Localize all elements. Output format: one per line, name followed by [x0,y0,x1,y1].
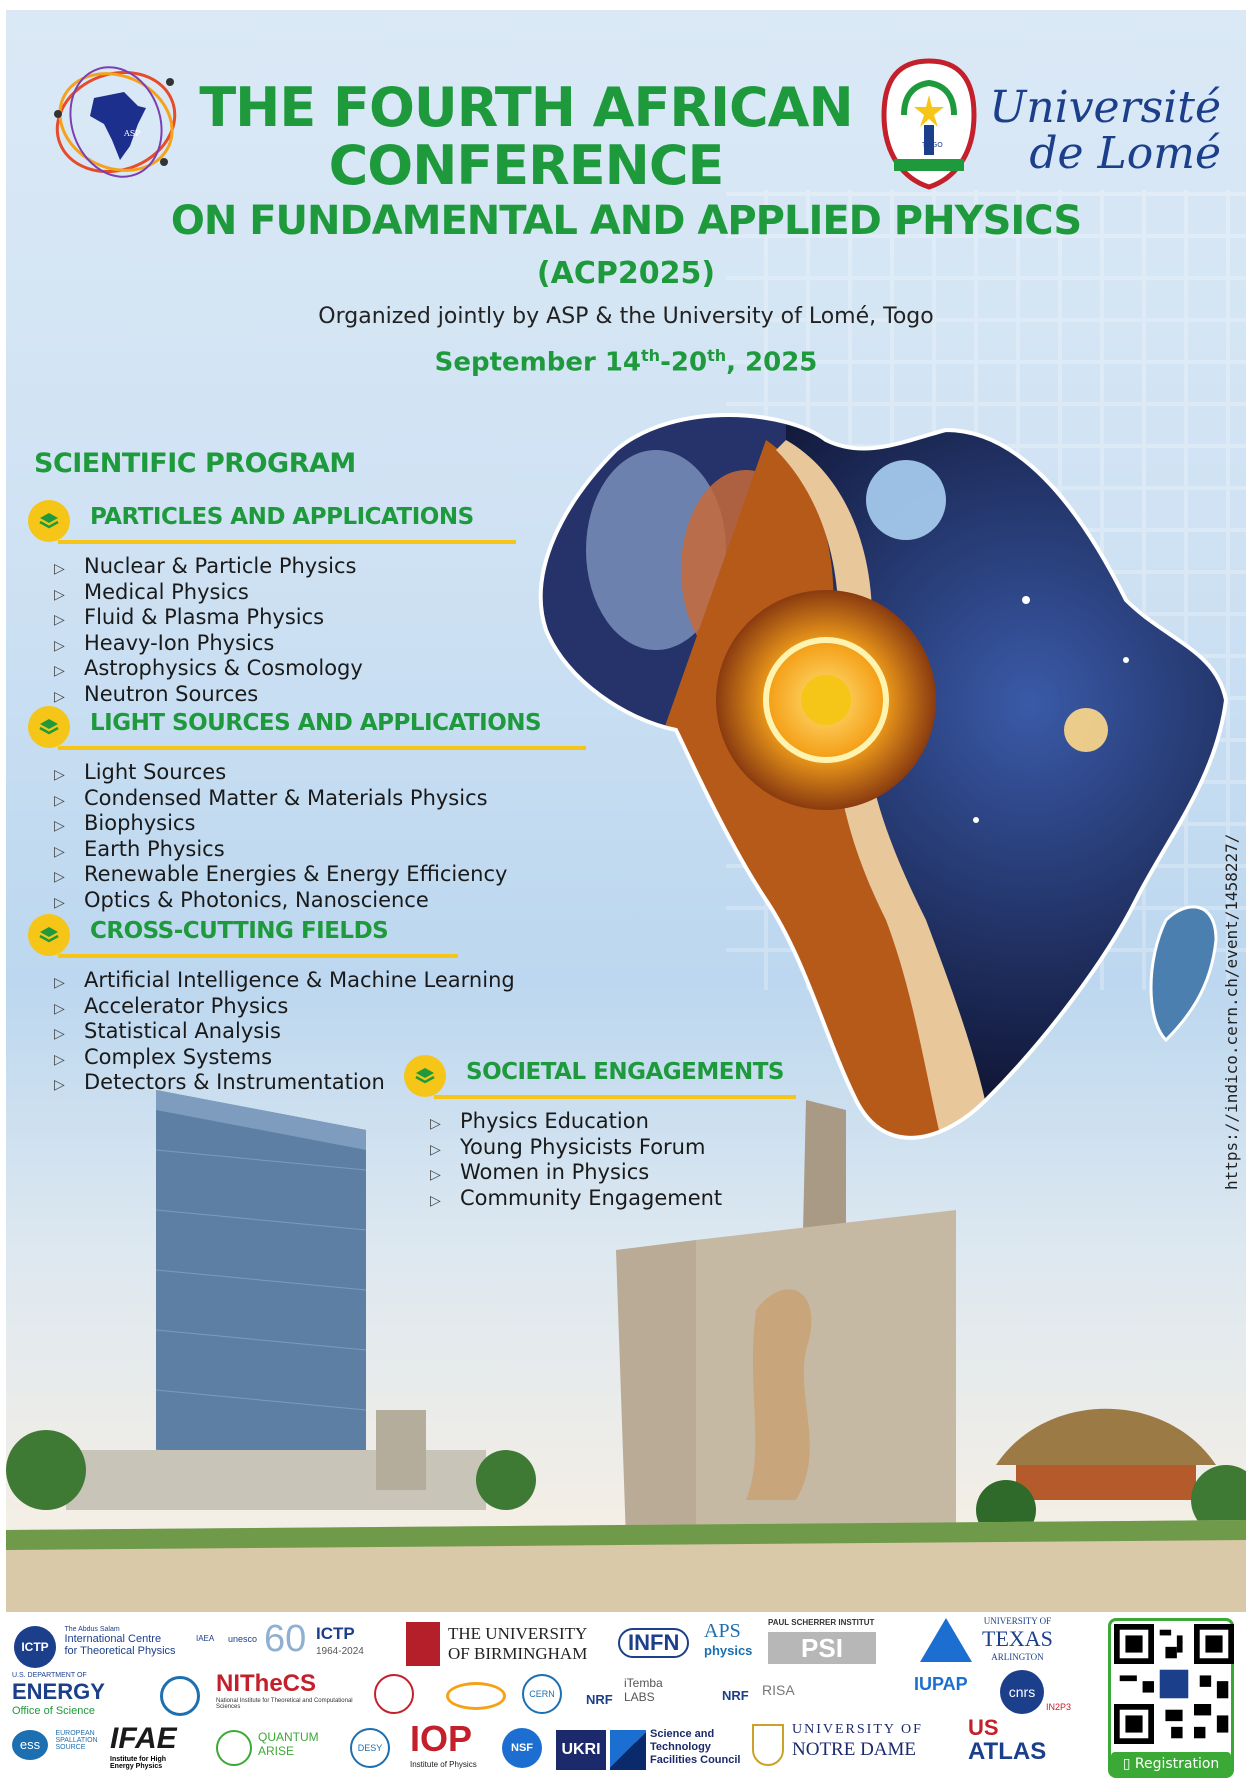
risa-logo: RISA [762,1682,795,1698]
organizers-line: Organized jointly by ASP & the University of Lomé, Togo [318,304,934,329]
itemba-logo: iTemba LABS [624,1676,663,1704]
list-item: ▷ Condensed Matter & Materials Physics [28,786,507,812]
list-item: ▷ Nuclear & Particle Physics [28,554,363,580]
section-societal [404,1055,784,1211]
triangle-bullet-icon: ▷ [430,1167,441,1183]
texas-logo: UNIVERSITY OF TEXAS ARLINGTON [982,1616,1053,1662]
birmingham-logo: THE UNIVERSITY OF BIRMINGHAM [448,1624,588,1663]
iupap-logo: IUPAP [914,1674,968,1694]
conference-acronym: (ACP2025) [536,256,716,291]
section-label: PARTICLES AND APPLICATIONS [90,504,474,530]
quantum-arise-icon [216,1730,252,1766]
desy-logo: DESY [350,1728,390,1768]
triangle-bullet-icon: ▷ [54,586,65,603]
registration-button[interactable]: ▯ Registration [1111,1752,1231,1776]
title-line-1: THE FOURTH AFRICAN [199,76,853,139]
event-url[interactable]: https://indico.cern.ch/event/1458227/ [1222,833,1241,1190]
triangle-bullet-icon: ▷ [54,637,65,654]
list-item: ▷ Statistical Analysis [28,1019,515,1045]
triangle-bullet-icon: ▷ [54,1077,65,1093]
list-item: ▷ Optics & Photonics, Nanoscience [28,888,507,914]
triangle-bullet-icon: ▷ [54,869,65,885]
triangle-bullet-icon: ▷ [54,818,65,834]
ess-logo: ess EUROPEAN SPALLATION SOURCE [12,1730,107,1760]
atom-logo-icon [446,1682,506,1710]
layers-icon [28,706,70,748]
ictp60-label: ICTP [316,1624,355,1643]
ictp60-years: 1964-2024 [316,1646,364,1657]
triangle-bullet-icon: ▷ [54,792,65,809]
list-item: ▷ Light Sources [28,760,507,786]
circular-seal-icon [160,1676,200,1716]
quantum-arise-logo: QUANTUM ARISE [258,1730,319,1758]
cnrs-logo: cnrs [1000,1670,1044,1714]
ifae-logo: IFAE Institute for High Energy Physics [110,1722,177,1770]
nrf-logo: NRF [586,1692,613,1707]
aps-logo: APS physics [704,1620,753,1658]
iop-logo: IOP Institute of Physics [410,1718,477,1769]
list-item: ▷ Renewable Energies & Energy Efficiency [28,862,507,888]
ukri-logo: UKRI [556,1730,606,1770]
triangle-bullet-icon: ▷ [54,663,65,679]
triangle-bullet-icon: ▷ [430,1116,441,1132]
list-item: ▷ Young Physicists Forum [404,1135,722,1161]
stfc-icon [610,1730,646,1770]
title-line-2: CONFERENCE [328,134,724,197]
triangle-bullet-icon: ▷ [54,1051,65,1068]
triangle-bullet-icon: ▷ [54,688,65,705]
triangle-bullet-icon: ▷ [54,767,65,783]
list-item: ▷ Artificial Intelligence & Machine Learning [28,968,515,994]
triangle-bullet-icon: ▷ [54,561,65,577]
list-item: ▷ Biophysics [28,811,507,837]
ictp-logo: ICTP The Abdus Salam International Centre for Theoretical Physics [14,1626,176,1668]
list-item: ▷ Detectors & Instrumentation [28,1070,515,1096]
university-name [981,82,1221,179]
section-label: CROSS-CUTTING FIELDS [90,918,389,944]
triangle-bullet-icon: ▷ [54,975,65,991]
asp-logo-text: ASP [124,129,141,138]
saip-logo-icon [374,1674,414,1714]
layers-icon [28,914,70,956]
nsf-logo: NSF [502,1728,542,1768]
triangle-bullet-icon: ▷ [54,894,65,911]
list-item: ▷ Women in Physics [404,1160,722,1186]
triangle-bullet-icon: ▷ [430,1141,441,1158]
triangle-bullet-icon: ▷ [54,1026,65,1042]
nrf-logo-2: NRF [722,1688,749,1703]
mobile-phone-icon: ▯ [1122,1756,1135,1772]
birmingham-crest-icon [406,1622,440,1666]
stfc-logo: Science and Technology Facilities Council [650,1728,741,1766]
list-item: ▷ Complex Systems [28,1045,515,1071]
cern-logo: CERN [522,1674,562,1714]
conference-dates: September 14th-20th, 2025 [434,346,818,378]
layers-icon [28,500,70,542]
ictp60-logo: 60 [264,1618,307,1660]
psi-logo: PSI [768,1632,876,1664]
university-seal [874,55,984,195]
us-atlas-logo: US ATLAS [968,1715,1047,1765]
university-line-1: Université [989,82,1221,133]
list-item: ▷ Medical Physics [28,580,363,606]
list-item: ▷ Astrophysics & Cosmology [28,656,363,682]
university-line-2: de Lomé [1029,128,1221,179]
scientific-program-title: SCIENTIFIC PROGRAM [34,448,356,479]
triangle-bullet-icon: ▷ [430,1192,441,1209]
iaea-logo: IAEA [196,1634,215,1643]
triangle-bullet-icon: ▷ [54,843,65,860]
section-label: SOCIETAL ENGAGEMENTS [466,1059,784,1085]
nithecs-logo: NITheCS National Institute for Theoretical and Computational Sciences [216,1670,353,1710]
section-light-sources [28,706,542,913]
list-item: ▷ Community Engagement [404,1186,722,1212]
list-item: ▷ Fluid & Plasma Physics [28,605,363,631]
notre-dame-logo: UNIVERSITY OF NOTRE DAME [792,1722,923,1760]
psi-top: PAUL SCHERRER INSTITUT [768,1618,875,1627]
uta-star-icon [920,1618,972,1662]
list-item: ▷ Accelerator Physics [28,994,515,1020]
in2p3-logo: IN2P3 [1046,1702,1072,1712]
infn-logo: INFN [618,1628,689,1658]
section-particles [28,500,474,707]
list-item: ▷ Earth Physics [28,837,507,863]
doe-logo: U.S. DEPARTMENT OF ENERGY Office of Science [12,1672,105,1717]
asp-logo [46,62,186,182]
unesco-logo: unesco [228,1634,258,1644]
list-item: ▷ Neutron Sources [28,682,363,708]
qr-code-icon [1114,1624,1234,1744]
africa-illustration [526,400,1246,1160]
triangle-bullet-icon: ▷ [54,612,65,628]
layers-icon [404,1055,446,1097]
list-item: ▷ Heavy-Ion Physics [28,631,363,657]
title-line-3: ON FUNDAMENTAL AND APPLIED PHYSICS [170,198,1082,244]
notre-dame-crest-icon [752,1724,784,1766]
sponsor-logos [6,1612,1246,1778]
togo-seal-text: TOGO [922,141,943,149]
conference-poster [6,10,1246,1778]
section-label: LIGHT SOURCES AND APPLICATIONS [90,710,542,736]
triangle-bullet-icon: ▷ [54,1000,65,1017]
list-item: ▷ Physics Education [404,1109,722,1135]
